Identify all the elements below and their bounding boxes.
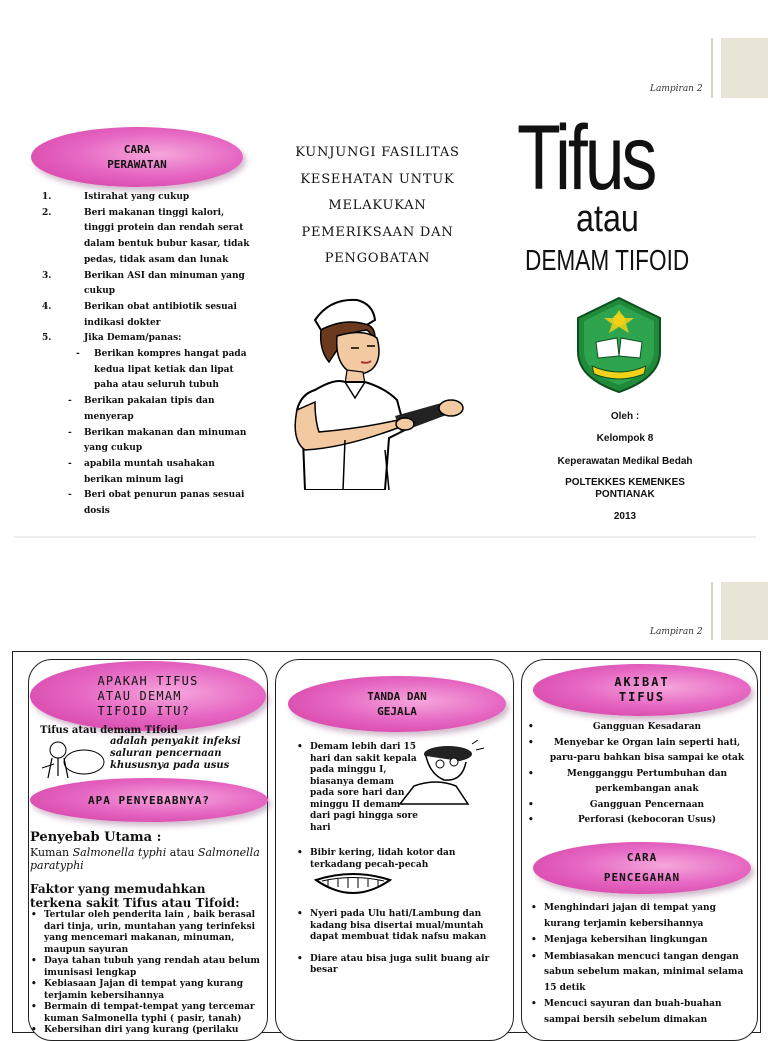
corner-tab-2	[721, 582, 768, 640]
cara-perawatan-heading: CARA PERAWATAN	[31, 127, 243, 187]
item-text: Istirahat yang cukup	[84, 192, 190, 202]
pencegahan-item: • Mencuci sayuran dan buah-buahan sampai bersih sebelum dimakan	[528, 997, 754, 1028]
faktor-list	[28, 910, 260, 1037]
cover-kelompok: Kelompok 8	[596, 433, 654, 444]
item-text: Berikan obat antibiotik sesuai indikasi dokter	[84, 301, 237, 328]
corner-tab	[721, 38, 768, 98]
item-number: 3.	[42, 270, 52, 281]
tanda-item: • Bibir kering, lidah kotor dan terkadang pecah-pecah	[294, 848, 500, 871]
cara-perawatan-item	[42, 206, 252, 269]
akibat-heading: AKIBAT TIFUS	[533, 664, 751, 716]
cara-perawatan-item	[42, 331, 252, 519]
sick-child-illustration	[38, 738, 106, 782]
tifus-definition: adalah penyakit infeksi saluran pencernaan khususnya pada usus	[110, 736, 241, 771]
tanda-item: • Nyeri pada Ulu hati/Lambung dan kadang bisa disertai mual/muntah dapat membuat tidak nafsu makan	[294, 909, 500, 944]
cara-perawatan-subitem	[42, 347, 252, 394]
tanda-list	[294, 742, 500, 977]
faktor-item: • Kebiasaan Jajan di tempat yang kurang terjamin kebersihannya	[28, 979, 260, 1002]
pencegahan-item: • Membiasakan mencuci tangan dengan sabun sebelum makan, minimal selama 15 detik	[528, 950, 754, 997]
cover-dept: Keperawatan Medikal Bedah	[557, 456, 693, 467]
item-number: 5.	[42, 333, 52, 344]
kunjungi-message: KUNJUNGI FASILITAS KESEHATAN UNTUK MELAKUKAN PEMERIKSAAN DAN PENGOBATAN	[295, 145, 460, 266]
cara-perawatan-subitem	[42, 394, 252, 425]
apakah-heading: APAKAH TIFUS ATAU DEMAM TIFOID ITU?	[30, 661, 266, 731]
akibat-item: • Gangguan Kesadaran	[525, 720, 753, 736]
cover-institution: POLTEKKES KEMENKES PONTIANAK	[565, 477, 685, 500]
cara-perawatan-subitem	[42, 488, 252, 519]
akibat-item: • Menyebar ke Organ lain seperti hati, paru-paru bahkan bisa sampai ke otak	[525, 736, 753, 767]
dash-marker: -	[76, 349, 80, 360]
penyebab-kuman	[30, 846, 260, 872]
tanda-heading: TANDA DAN GEJALA	[288, 676, 506, 732]
cara-perawatan-item	[42, 190, 252, 206]
kuman-atau: atau	[169, 846, 195, 859]
faktor-item: • Kebersihan diri yang kurang (perilaku	[28, 1025, 260, 1037]
cover-atau: atau	[576, 198, 639, 240]
dash-marker: -	[68, 396, 72, 407]
faktor-title: Faktor yang memudahkan terkena sakit Tifus atau Tifoid:	[30, 882, 240, 910]
cara-perawatan-subitems	[42, 347, 252, 520]
cara-perawatan-subitem	[42, 426, 252, 457]
poltekkes-logo	[572, 296, 666, 394]
pencegahan-list	[528, 901, 754, 1029]
pencegahan-item: • Menjaga kebersihan lingkungan	[528, 933, 754, 949]
subitem-text: Berikan kompres hangat pada kedua lipat ketiak dan lipat paha atau seluruh tubuh	[94, 349, 247, 391]
faktor-item: • Daya tahan tubuh yang rendah atau belum imunisasi lengkap	[28, 956, 260, 979]
kuman-species-2: Salmonella paratyphi	[30, 846, 260, 872]
item-text: Jika Demam/panas:	[84, 333, 182, 344]
akibat-item: • Perforasi (kebocoran Usus)	[525, 813, 753, 829]
tifus-definition-lead: Tifus atau demam Tifoid	[40, 725, 178, 736]
item-number: 4.	[42, 301, 52, 312]
subitem-text: Beri obat penurun panas sesuai dosis	[84, 490, 245, 517]
lampiran-label: Lampiran 2	[650, 84, 703, 94]
corner-decoration-2	[711, 582, 713, 640]
item-number: 1.	[42, 192, 52, 202]
cover-oleh: Oleh :	[610, 411, 640, 422]
pencegahan-heading: CARA PENCEGAHAN	[533, 842, 751, 894]
faktor-item: • Tertular oleh penderita lain , baik berasal dari tinja, urin, muntahan yang terinfeksi yang mencemari makanan, minuman, maupun sayuran	[28, 910, 260, 956]
corner-decoration	[711, 38, 713, 98]
pencegahan-item: • Menghindari jajan di tempat yang kurang terjamin kebersihannya	[528, 901, 754, 932]
page-divider	[14, 536, 756, 538]
tanda-item: • Demam lebih dari 15 hari dan sakit kepala pada minggu I, biasanya demam pada sore hari dan minggu II demam dari pagi hingga sore hari	[294, 742, 420, 834]
subitem-text: Berikan makanan dan minuman yang cukup	[84, 427, 247, 454]
tanda-item: • Diare atau bisa juga sulit buang air besar	[294, 954, 500, 977]
faktor-item: • Bermain di tempat-tempat yang tercemar kuman Salmonella typhi ( pasir, tanah)	[28, 1002, 260, 1025]
cara-perawatan-subitem	[42, 457, 252, 488]
dash-marker: -	[68, 427, 72, 438]
akibat-item: • Mengganggu Pertumbuhan dan perkembangan anak	[525, 767, 753, 798]
penyebab-utama-label: Penyebab Utama :	[30, 830, 162, 845]
subitem-text: apabila muntah usahakan berikan minum lagi	[84, 458, 215, 485]
penyebab-heading: APA PENYEBABNYA?	[30, 778, 268, 822]
lampiran-label-2: Lampiran 2	[650, 627, 703, 637]
cara-perawatan-item	[42, 269, 252, 300]
kuman-species-1: Salmonella typhi	[72, 846, 167, 859]
kuman-label: Kuman	[30, 846, 70, 859]
subitem-text: Berikan pakaian tipis dan menyerap	[84, 396, 215, 422]
dry-lips-illustration	[314, 872, 392, 898]
item-number: 2.	[42, 207, 52, 218]
dash-marker: -	[68, 490, 72, 501]
akibat-list	[525, 720, 753, 829]
cover-year: 2013	[613, 511, 637, 522]
cover-subtitle: DEMAM TIFOID	[525, 245, 690, 277]
item-text: Berikan ASI dan minuman yang cukup	[84, 270, 245, 297]
nurse-illustration	[285, 290, 470, 490]
cara-perawatan-list	[42, 190, 252, 520]
item-text: Beri makanan tinggi kalori, tinggi protein dan rendah serat dalam bentuk bubur kasar, tidak pedas, tidak asam dan lunak	[84, 207, 250, 265]
cover-title: Tifus	[517, 107, 655, 209]
akibat-item: • Gangguan Pencernaan	[525, 798, 753, 814]
dash-marker: -	[68, 458, 72, 469]
cara-perawatan-item	[42, 300, 252, 331]
